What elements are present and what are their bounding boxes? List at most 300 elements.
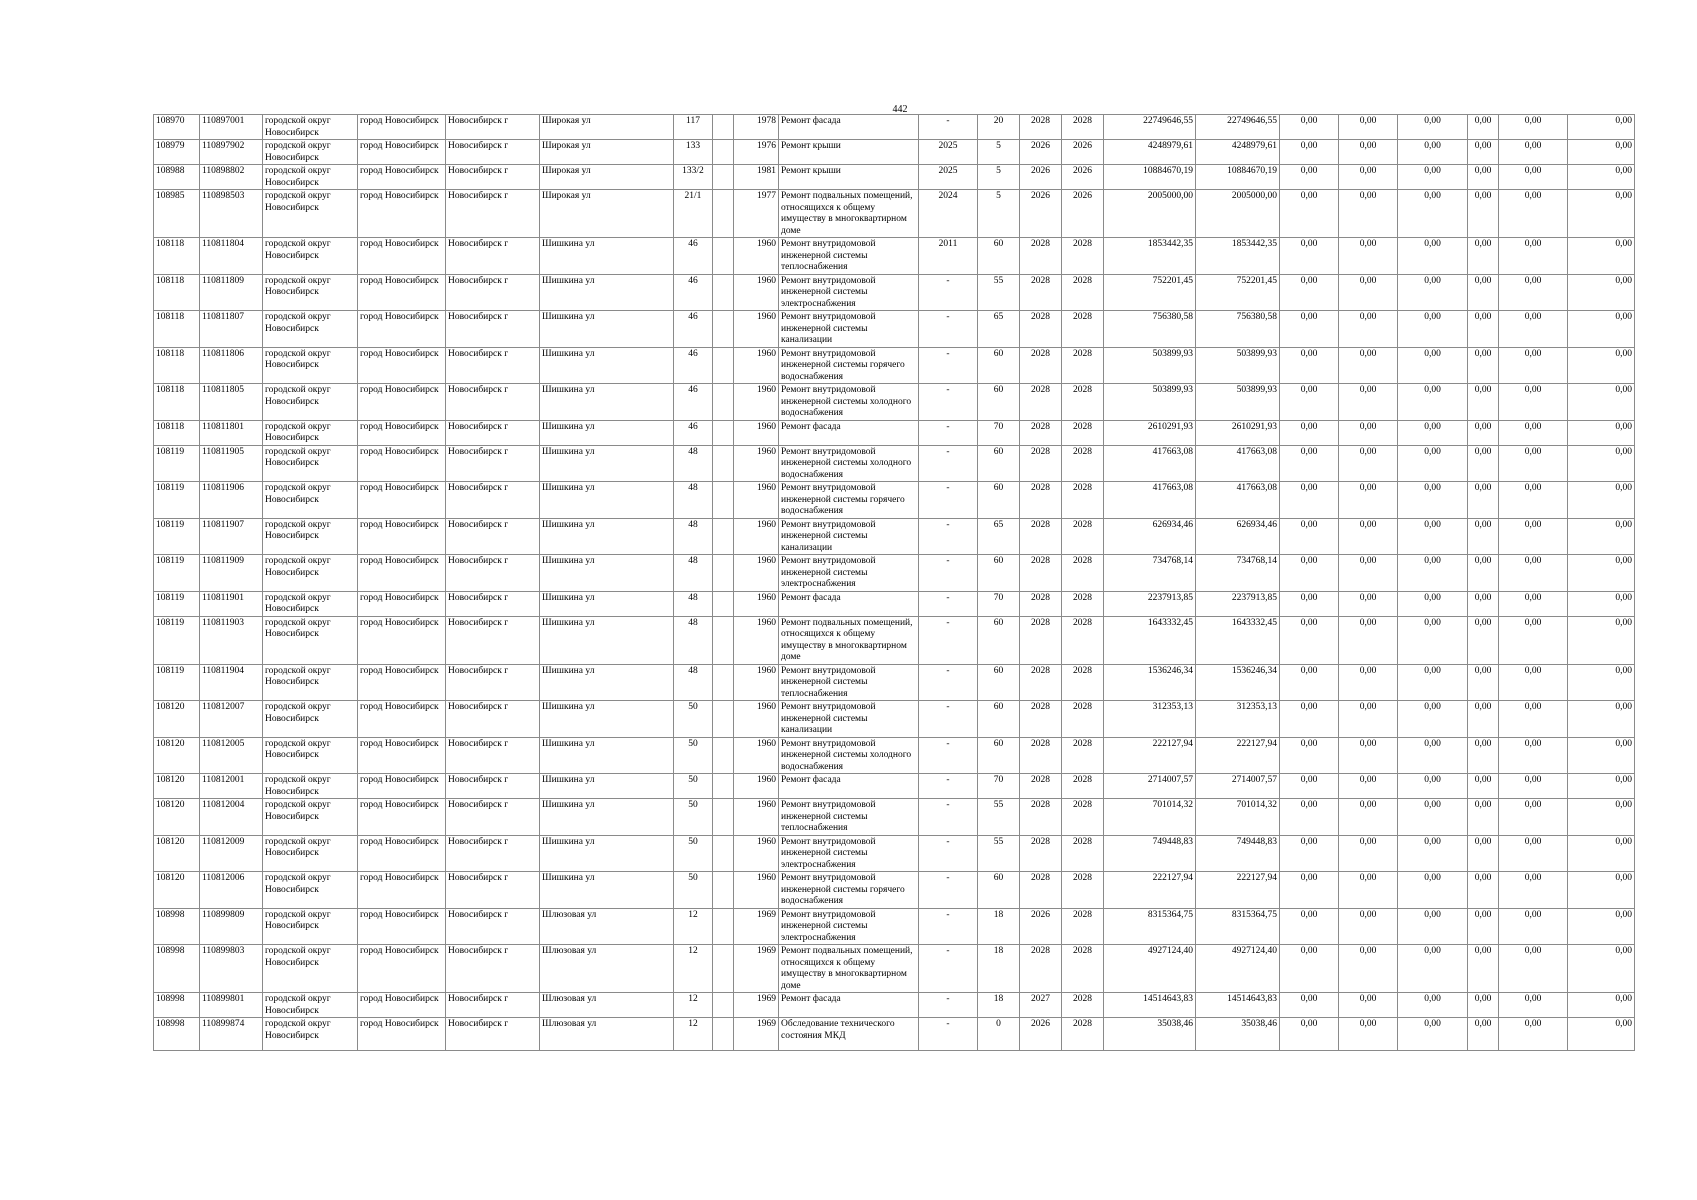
plan-year-end-cell: 2028: [1062, 1018, 1104, 1051]
house-number-cell: 46: [674, 384, 713, 421]
house-number-cell: 50: [674, 835, 713, 872]
reserve-funds-cell: 0,00: [1568, 555, 1635, 592]
reserve-funds-cell: 0,00: [1568, 347, 1635, 384]
house-number-cell: 12: [674, 1018, 713, 1051]
locality-cell: Новосибирск г: [446, 190, 540, 238]
last-repair-year-cell: -: [919, 774, 978, 799]
street-cell: Шишкина ул: [540, 445, 674, 482]
wear-percent-cell: 60: [978, 238, 1020, 275]
total-cost-cell: 626934,46: [1104, 518, 1196, 555]
plan-year-end-cell: 2028: [1062, 347, 1104, 384]
other-funds-cell: 0,00: [1468, 835, 1499, 872]
other-funds-cell: 0,00: [1468, 616, 1499, 664]
federal-funds-cell: 0,00: [1280, 701, 1339, 738]
build-year-cell: 1969: [734, 908, 779, 945]
settlement-cell: город Новосибирск: [358, 518, 446, 555]
build-year-cell: 1960: [734, 555, 779, 592]
table-row: [154, 445, 1635, 482]
settlement-cell: город Новосибирск: [358, 445, 446, 482]
municipality-cell: городской округ Новосибирск: [263, 774, 358, 799]
local-funds-cell: 0,00: [1398, 420, 1468, 445]
work-type-cell: Ремонт фасада: [779, 420, 919, 445]
wear-percent-cell: 18: [978, 993, 1020, 1018]
regional-funds-cell: 0,00: [1339, 165, 1398, 190]
fund-cost-cell: 734768,14: [1196, 555, 1280, 592]
municipality-cell: городской округ Новосибирск: [263, 737, 358, 774]
plan-year-end-cell: 2028: [1062, 384, 1104, 421]
reserve-funds-cell: 0,00: [1568, 835, 1635, 872]
settlement-cell: город Новосибирск: [358, 165, 446, 190]
locality-cell: Новосибирск г: [446, 384, 540, 421]
table-row: [154, 311, 1635, 348]
wear-percent-cell: 70: [978, 420, 1020, 445]
plan-year-start-cell: 2028: [1020, 274, 1062, 311]
federal-funds-cell: 0,00: [1280, 616, 1339, 664]
last-repair-year-cell: -: [919, 1018, 978, 1051]
table-row: [154, 701, 1635, 738]
fund-cost-cell: 8315364,75: [1196, 908, 1280, 945]
settlement-cell: город Новосибирск: [358, 140, 446, 165]
house-id-cell: 108118: [154, 384, 200, 421]
total-cost-cell: 14514643,83: [1104, 993, 1196, 1018]
total-cost-cell: 222127,94: [1104, 872, 1196, 909]
work-id-cell: 110899809: [200, 908, 263, 945]
street-cell: Шишкина ул: [540, 701, 674, 738]
house-number-cell: 12: [674, 945, 713, 993]
house-id-cell: 108119: [154, 555, 200, 592]
build-year-cell: 1960: [734, 701, 779, 738]
owners-funds-cell: 0,00: [1499, 190, 1568, 238]
plan-year-start-cell: 2028: [1020, 835, 1062, 872]
fund-cost-cell: 417663,08: [1196, 482, 1280, 519]
work-id-cell: 110898503: [200, 190, 263, 238]
local-funds-cell: 0,00: [1398, 384, 1468, 421]
owners-funds-cell: 0,00: [1499, 799, 1568, 836]
wear-percent-cell: 0: [978, 1018, 1020, 1051]
locality-cell: Новосибирск г: [446, 518, 540, 555]
street-cell: Шишкина ул: [540, 799, 674, 836]
plan-year-end-cell: 2028: [1062, 555, 1104, 592]
plan-year-end-cell: 2028: [1062, 945, 1104, 993]
street-cell: Широкая ул: [540, 140, 674, 165]
plan-year-start-cell: 2028: [1020, 616, 1062, 664]
street-cell: Шишкина ул: [540, 737, 674, 774]
last-repair-year-cell: -: [919, 908, 978, 945]
work-type-cell: Ремонт внутридомовой инженерной системы канализации: [779, 311, 919, 348]
municipality-cell: городской округ Новосибирск: [263, 1018, 358, 1051]
reserve-funds-cell: 0,00: [1568, 664, 1635, 701]
street-cell: Шишкина ул: [540, 347, 674, 384]
building-cell: [713, 799, 734, 836]
table-row: [154, 420, 1635, 445]
build-year-cell: 1960: [734, 835, 779, 872]
work-id-cell: 110811801: [200, 420, 263, 445]
page-number: 442: [892, 104, 908, 115]
last-repair-year-cell: -: [919, 115, 978, 140]
street-cell: Шишкина ул: [540, 482, 674, 519]
house-number-cell: 12: [674, 993, 713, 1018]
settlement-cell: город Новосибирск: [358, 347, 446, 384]
locality-cell: Новосибирск г: [446, 664, 540, 701]
work-type-cell: Ремонт внутридомовой инженерной системы холодного водоснабжения: [779, 737, 919, 774]
house-id-cell: 108120: [154, 799, 200, 836]
house-number-cell: 50: [674, 701, 713, 738]
total-cost-cell: 417663,08: [1104, 445, 1196, 482]
total-cost-cell: 2237913,85: [1104, 591, 1196, 616]
fund-cost-cell: 2714007,57: [1196, 774, 1280, 799]
house-id-cell: 108979: [154, 140, 200, 165]
table-row: [154, 238, 1635, 275]
regional-funds-cell: 0,00: [1339, 518, 1398, 555]
owners-funds-cell: 0,00: [1499, 993, 1568, 1018]
plan-year-end-cell: 2028: [1062, 420, 1104, 445]
house-id-cell: 108119: [154, 445, 200, 482]
local-funds-cell: 0,00: [1398, 835, 1468, 872]
local-funds-cell: 0,00: [1398, 311, 1468, 348]
regional-funds-cell: 0,00: [1339, 274, 1398, 311]
build-year-cell: 1969: [734, 993, 779, 1018]
settlement-cell: город Новосибирск: [358, 482, 446, 519]
municipality-cell: городской округ Новосибирск: [263, 115, 358, 140]
total-cost-cell: 222127,94: [1104, 737, 1196, 774]
table-row: [154, 737, 1635, 774]
table-row: [154, 190, 1635, 238]
regional-funds-cell: 0,00: [1339, 238, 1398, 275]
locality-cell: Новосибирск г: [446, 616, 540, 664]
house-id-cell: 108120: [154, 701, 200, 738]
other-funds-cell: 0,00: [1468, 274, 1499, 311]
house-id-cell: 108120: [154, 835, 200, 872]
fund-cost-cell: 2610291,93: [1196, 420, 1280, 445]
work-type-cell: Ремонт внутридомовой инженерной системы горячего водоснабжения: [779, 482, 919, 519]
federal-funds-cell: 0,00: [1280, 737, 1339, 774]
last-repair-year-cell: -: [919, 482, 978, 519]
table-row: [154, 140, 1635, 165]
federal-funds-cell: 0,00: [1280, 347, 1339, 384]
fund-cost-cell: 14514643,83: [1196, 993, 1280, 1018]
total-cost-cell: 1536246,34: [1104, 664, 1196, 701]
street-cell: Шлюзовая ул: [540, 993, 674, 1018]
federal-funds-cell: 0,00: [1280, 993, 1339, 1018]
local-funds-cell: 0,00: [1398, 701, 1468, 738]
reserve-funds-cell: 0,00: [1568, 616, 1635, 664]
other-funds-cell: 0,00: [1468, 945, 1499, 993]
house-number-cell: 133/2: [674, 165, 713, 190]
total-cost-cell: 734768,14: [1104, 555, 1196, 592]
work-type-cell: Ремонт внутридомовой инженерной системы горячего водоснабжения: [779, 347, 919, 384]
last-repair-year-cell: -: [919, 993, 978, 1018]
last-repair-year-cell: 2011: [919, 238, 978, 275]
work-id-cell: 110898802: [200, 165, 263, 190]
other-funds-cell: 0,00: [1468, 518, 1499, 555]
fund-cost-cell: 2005000,00: [1196, 190, 1280, 238]
building-cell: [713, 518, 734, 555]
locality-cell: Новосибирск г: [446, 774, 540, 799]
local-funds-cell: 0,00: [1398, 664, 1468, 701]
settlement-cell: город Новосибирск: [358, 664, 446, 701]
owners-funds-cell: 0,00: [1499, 737, 1568, 774]
work-type-cell: Ремонт фасада: [779, 993, 919, 1018]
settlement-cell: город Новосибирск: [358, 555, 446, 592]
house-number-cell: 12: [674, 908, 713, 945]
settlement-cell: город Новосибирск: [358, 701, 446, 738]
table-row: [154, 518, 1635, 555]
house-number-cell: 133: [674, 140, 713, 165]
work-id-cell: 110811907: [200, 518, 263, 555]
other-funds-cell: 0,00: [1468, 384, 1499, 421]
settlement-cell: город Новосибирск: [358, 945, 446, 993]
owners-funds-cell: 0,00: [1499, 347, 1568, 384]
settlement-cell: город Новосибирск: [358, 190, 446, 238]
federal-funds-cell: 0,00: [1280, 115, 1339, 140]
local-funds-cell: 0,00: [1398, 140, 1468, 165]
plan-year-start-cell: 2028: [1020, 384, 1062, 421]
other-funds-cell: 0,00: [1468, 1018, 1499, 1051]
plan-year-end-cell: 2028: [1062, 518, 1104, 555]
work-id-cell: 110811909: [200, 555, 263, 592]
house-id-cell: 108998: [154, 993, 200, 1018]
table-row: [154, 165, 1635, 190]
street-cell: Широкая ул: [540, 190, 674, 238]
last-repair-year-cell: -: [919, 420, 978, 445]
build-year-cell: 1960: [734, 347, 779, 384]
total-cost-cell: 752201,45: [1104, 274, 1196, 311]
owners-funds-cell: 0,00: [1499, 238, 1568, 275]
plan-year-start-cell: 2028: [1020, 664, 1062, 701]
locality-cell: Новосибирск г: [446, 311, 540, 348]
table-row: [154, 482, 1635, 519]
wear-percent-cell: 5: [978, 165, 1020, 190]
total-cost-cell: 2005000,00: [1104, 190, 1196, 238]
building-cell: [713, 140, 734, 165]
table-row: [154, 774, 1635, 799]
building-cell: [713, 190, 734, 238]
house-id-cell: 108119: [154, 591, 200, 616]
house-id-cell: 108119: [154, 664, 200, 701]
building-cell: [713, 445, 734, 482]
build-year-cell: 1969: [734, 1018, 779, 1051]
work-id-cell: 110811906: [200, 482, 263, 519]
total-cost-cell: 312353,13: [1104, 701, 1196, 738]
other-funds-cell: 0,00: [1468, 774, 1499, 799]
total-cost-cell: 503899,93: [1104, 347, 1196, 384]
settlement-cell: город Новосибирск: [358, 1018, 446, 1051]
reserve-funds-cell: 0,00: [1568, 1018, 1635, 1051]
federal-funds-cell: 0,00: [1280, 165, 1339, 190]
work-id-cell: 110812007: [200, 701, 263, 738]
last-repair-year-cell: -: [919, 835, 978, 872]
local-funds-cell: 0,00: [1398, 445, 1468, 482]
locality-cell: Новосибирск г: [446, 737, 540, 774]
building-cell: [713, 701, 734, 738]
plan-year-end-cell: 2028: [1062, 238, 1104, 275]
locality-cell: Новосибирск г: [446, 591, 540, 616]
other-funds-cell: 0,00: [1468, 591, 1499, 616]
last-repair-year-cell: -: [919, 591, 978, 616]
regional-funds-cell: 0,00: [1339, 420, 1398, 445]
other-funds-cell: 0,00: [1468, 799, 1499, 836]
street-cell: Шлюзовая ул: [540, 908, 674, 945]
build-year-cell: 1960: [734, 311, 779, 348]
settlement-cell: город Новосибирск: [358, 238, 446, 275]
work-type-cell: Ремонт внутридомовой инженерной системы теплоснабжения: [779, 238, 919, 275]
last-repair-year-cell: -: [919, 384, 978, 421]
municipality-cell: городской округ Новосибирск: [263, 664, 358, 701]
work-type-cell: Ремонт подвальных помещений, относящихся к общему имуществу в многоквартирном доме: [779, 190, 919, 238]
last-repair-year-cell: 2025: [919, 140, 978, 165]
work-id-cell: 110811805: [200, 384, 263, 421]
plan-year-end-cell: 2028: [1062, 482, 1104, 519]
house-number-cell: 50: [674, 799, 713, 836]
wear-percent-cell: 55: [978, 835, 1020, 872]
table-row: [154, 115, 1635, 140]
plan-year-end-cell: 2026: [1062, 190, 1104, 238]
build-year-cell: 1960: [734, 664, 779, 701]
wear-percent-cell: 60: [978, 384, 1020, 421]
fund-cost-cell: 503899,93: [1196, 384, 1280, 421]
house-number-cell: 48: [674, 664, 713, 701]
reserve-funds-cell: 0,00: [1568, 445, 1635, 482]
last-repair-year-cell: -: [919, 737, 978, 774]
build-year-cell: 1960: [734, 445, 779, 482]
work-id-cell: 110897902: [200, 140, 263, 165]
wear-percent-cell: 70: [978, 774, 1020, 799]
other-funds-cell: 0,00: [1468, 737, 1499, 774]
house-id-cell: 108120: [154, 774, 200, 799]
wear-percent-cell: 18: [978, 945, 1020, 993]
municipality-cell: городской округ Новосибирск: [263, 872, 358, 909]
federal-funds-cell: 0,00: [1280, 384, 1339, 421]
house-id-cell: 108985: [154, 190, 200, 238]
owners-funds-cell: 0,00: [1499, 774, 1568, 799]
plan-year-end-cell: 2026: [1062, 140, 1104, 165]
owners-funds-cell: 0,00: [1499, 908, 1568, 945]
plan-year-start-cell: 2028: [1020, 347, 1062, 384]
total-cost-cell: 701014,32: [1104, 799, 1196, 836]
reserve-funds-cell: 0,00: [1568, 774, 1635, 799]
settlement-cell: город Новосибирск: [358, 774, 446, 799]
plan-year-start-cell: 2028: [1020, 311, 1062, 348]
total-cost-cell: 4927124,40: [1104, 945, 1196, 993]
locality-cell: Новосибирск г: [446, 482, 540, 519]
street-cell: Шишкина ул: [540, 774, 674, 799]
fund-cost-cell: 22749646,55: [1196, 115, 1280, 140]
municipality-cell: городской округ Новосибирск: [263, 274, 358, 311]
build-year-cell: 1976: [734, 140, 779, 165]
house-id-cell: 108970: [154, 115, 200, 140]
house-id-cell: 108118: [154, 238, 200, 275]
last-repair-year-cell: -: [919, 518, 978, 555]
plan-year-start-cell: 2028: [1020, 238, 1062, 275]
municipality-cell: городской округ Новосибирск: [263, 945, 358, 993]
owners-funds-cell: 0,00: [1499, 482, 1568, 519]
work-id-cell: 110811809: [200, 274, 263, 311]
last-repair-year-cell: -: [919, 555, 978, 592]
locality-cell: Новосибирск г: [446, 420, 540, 445]
build-year-cell: 1969: [734, 945, 779, 993]
municipality-cell: городской округ Новосибирск: [263, 445, 358, 482]
fund-cost-cell: 35038,46: [1196, 1018, 1280, 1051]
wear-percent-cell: 60: [978, 445, 1020, 482]
plan-year-end-cell: 2028: [1062, 835, 1104, 872]
table-row: [154, 616, 1635, 664]
municipality-cell: городской округ Новосибирск: [263, 311, 358, 348]
house-number-cell: 50: [674, 872, 713, 909]
reserve-funds-cell: 0,00: [1568, 993, 1635, 1018]
plan-year-start-cell: 2028: [1020, 799, 1062, 836]
municipality-cell: городской округ Новосибирск: [263, 555, 358, 592]
house-id-cell: 108118: [154, 420, 200, 445]
work-type-cell: Ремонт крыши: [779, 165, 919, 190]
other-funds-cell: 0,00: [1468, 165, 1499, 190]
owners-funds-cell: 0,00: [1499, 311, 1568, 348]
federal-funds-cell: 0,00: [1280, 190, 1339, 238]
settlement-cell: город Новосибирск: [358, 420, 446, 445]
owners-funds-cell: 0,00: [1499, 591, 1568, 616]
other-funds-cell: 0,00: [1468, 238, 1499, 275]
house-id-cell: 108998: [154, 908, 200, 945]
house-number-cell: 46: [674, 238, 713, 275]
regional-funds-cell: 0,00: [1339, 945, 1398, 993]
settlement-cell: город Новосибирск: [358, 616, 446, 664]
plan-year-end-cell: 2028: [1062, 445, 1104, 482]
house-number-cell: 117: [674, 115, 713, 140]
work-type-cell: Ремонт внутридомовой инженерной системы холодного водоснабжения: [779, 445, 919, 482]
locality-cell: Новосибирск г: [446, 945, 540, 993]
work-type-cell: Ремонт внутридомовой инженерной системы холодного водоснабжения: [779, 384, 919, 421]
wear-percent-cell: 20: [978, 115, 1020, 140]
table-row: [154, 591, 1635, 616]
plan-year-end-cell: 2028: [1062, 115, 1104, 140]
building-cell: [713, 872, 734, 909]
fund-cost-cell: 749448,83: [1196, 835, 1280, 872]
locality-cell: Новосибирск г: [446, 347, 540, 384]
last-repair-year-cell: -: [919, 347, 978, 384]
house-id-cell: 108120: [154, 737, 200, 774]
plan-year-start-cell: 2028: [1020, 591, 1062, 616]
fund-cost-cell: 701014,32: [1196, 799, 1280, 836]
plan-year-end-cell: 2028: [1062, 701, 1104, 738]
reserve-funds-cell: 0,00: [1568, 482, 1635, 519]
building-cell: [713, 384, 734, 421]
plan-year-end-cell: 2028: [1062, 274, 1104, 311]
house-number-cell: 50: [674, 737, 713, 774]
building-cell: [713, 482, 734, 519]
locality-cell: Новосибирск г: [446, 701, 540, 738]
locality-cell: Новосибирск г: [446, 140, 540, 165]
owners-funds-cell: 0,00: [1499, 115, 1568, 140]
plan-year-start-cell: 2028: [1020, 774, 1062, 799]
municipality-cell: городской округ Новосибирск: [263, 482, 358, 519]
federal-funds-cell: 0,00: [1280, 1018, 1339, 1051]
street-cell: Шишкина ул: [540, 384, 674, 421]
last-repair-year-cell: -: [919, 799, 978, 836]
last-repair-year-cell: -: [919, 445, 978, 482]
regional-funds-cell: 0,00: [1339, 347, 1398, 384]
other-funds-cell: 0,00: [1468, 311, 1499, 348]
municipality-cell: городской округ Новосибирск: [263, 238, 358, 275]
house-number-cell: 21/1: [674, 190, 713, 238]
last-repair-year-cell: -: [919, 664, 978, 701]
local-funds-cell: 0,00: [1398, 1018, 1468, 1051]
reserve-funds-cell: 0,00: [1568, 799, 1635, 836]
build-year-cell: 1960: [734, 799, 779, 836]
reserve-funds-cell: 0,00: [1568, 701, 1635, 738]
local-funds-cell: 0,00: [1398, 555, 1468, 592]
plan-year-start-cell: 2026: [1020, 1018, 1062, 1051]
regional-funds-cell: 0,00: [1339, 616, 1398, 664]
plan-year-start-cell: 2028: [1020, 482, 1062, 519]
